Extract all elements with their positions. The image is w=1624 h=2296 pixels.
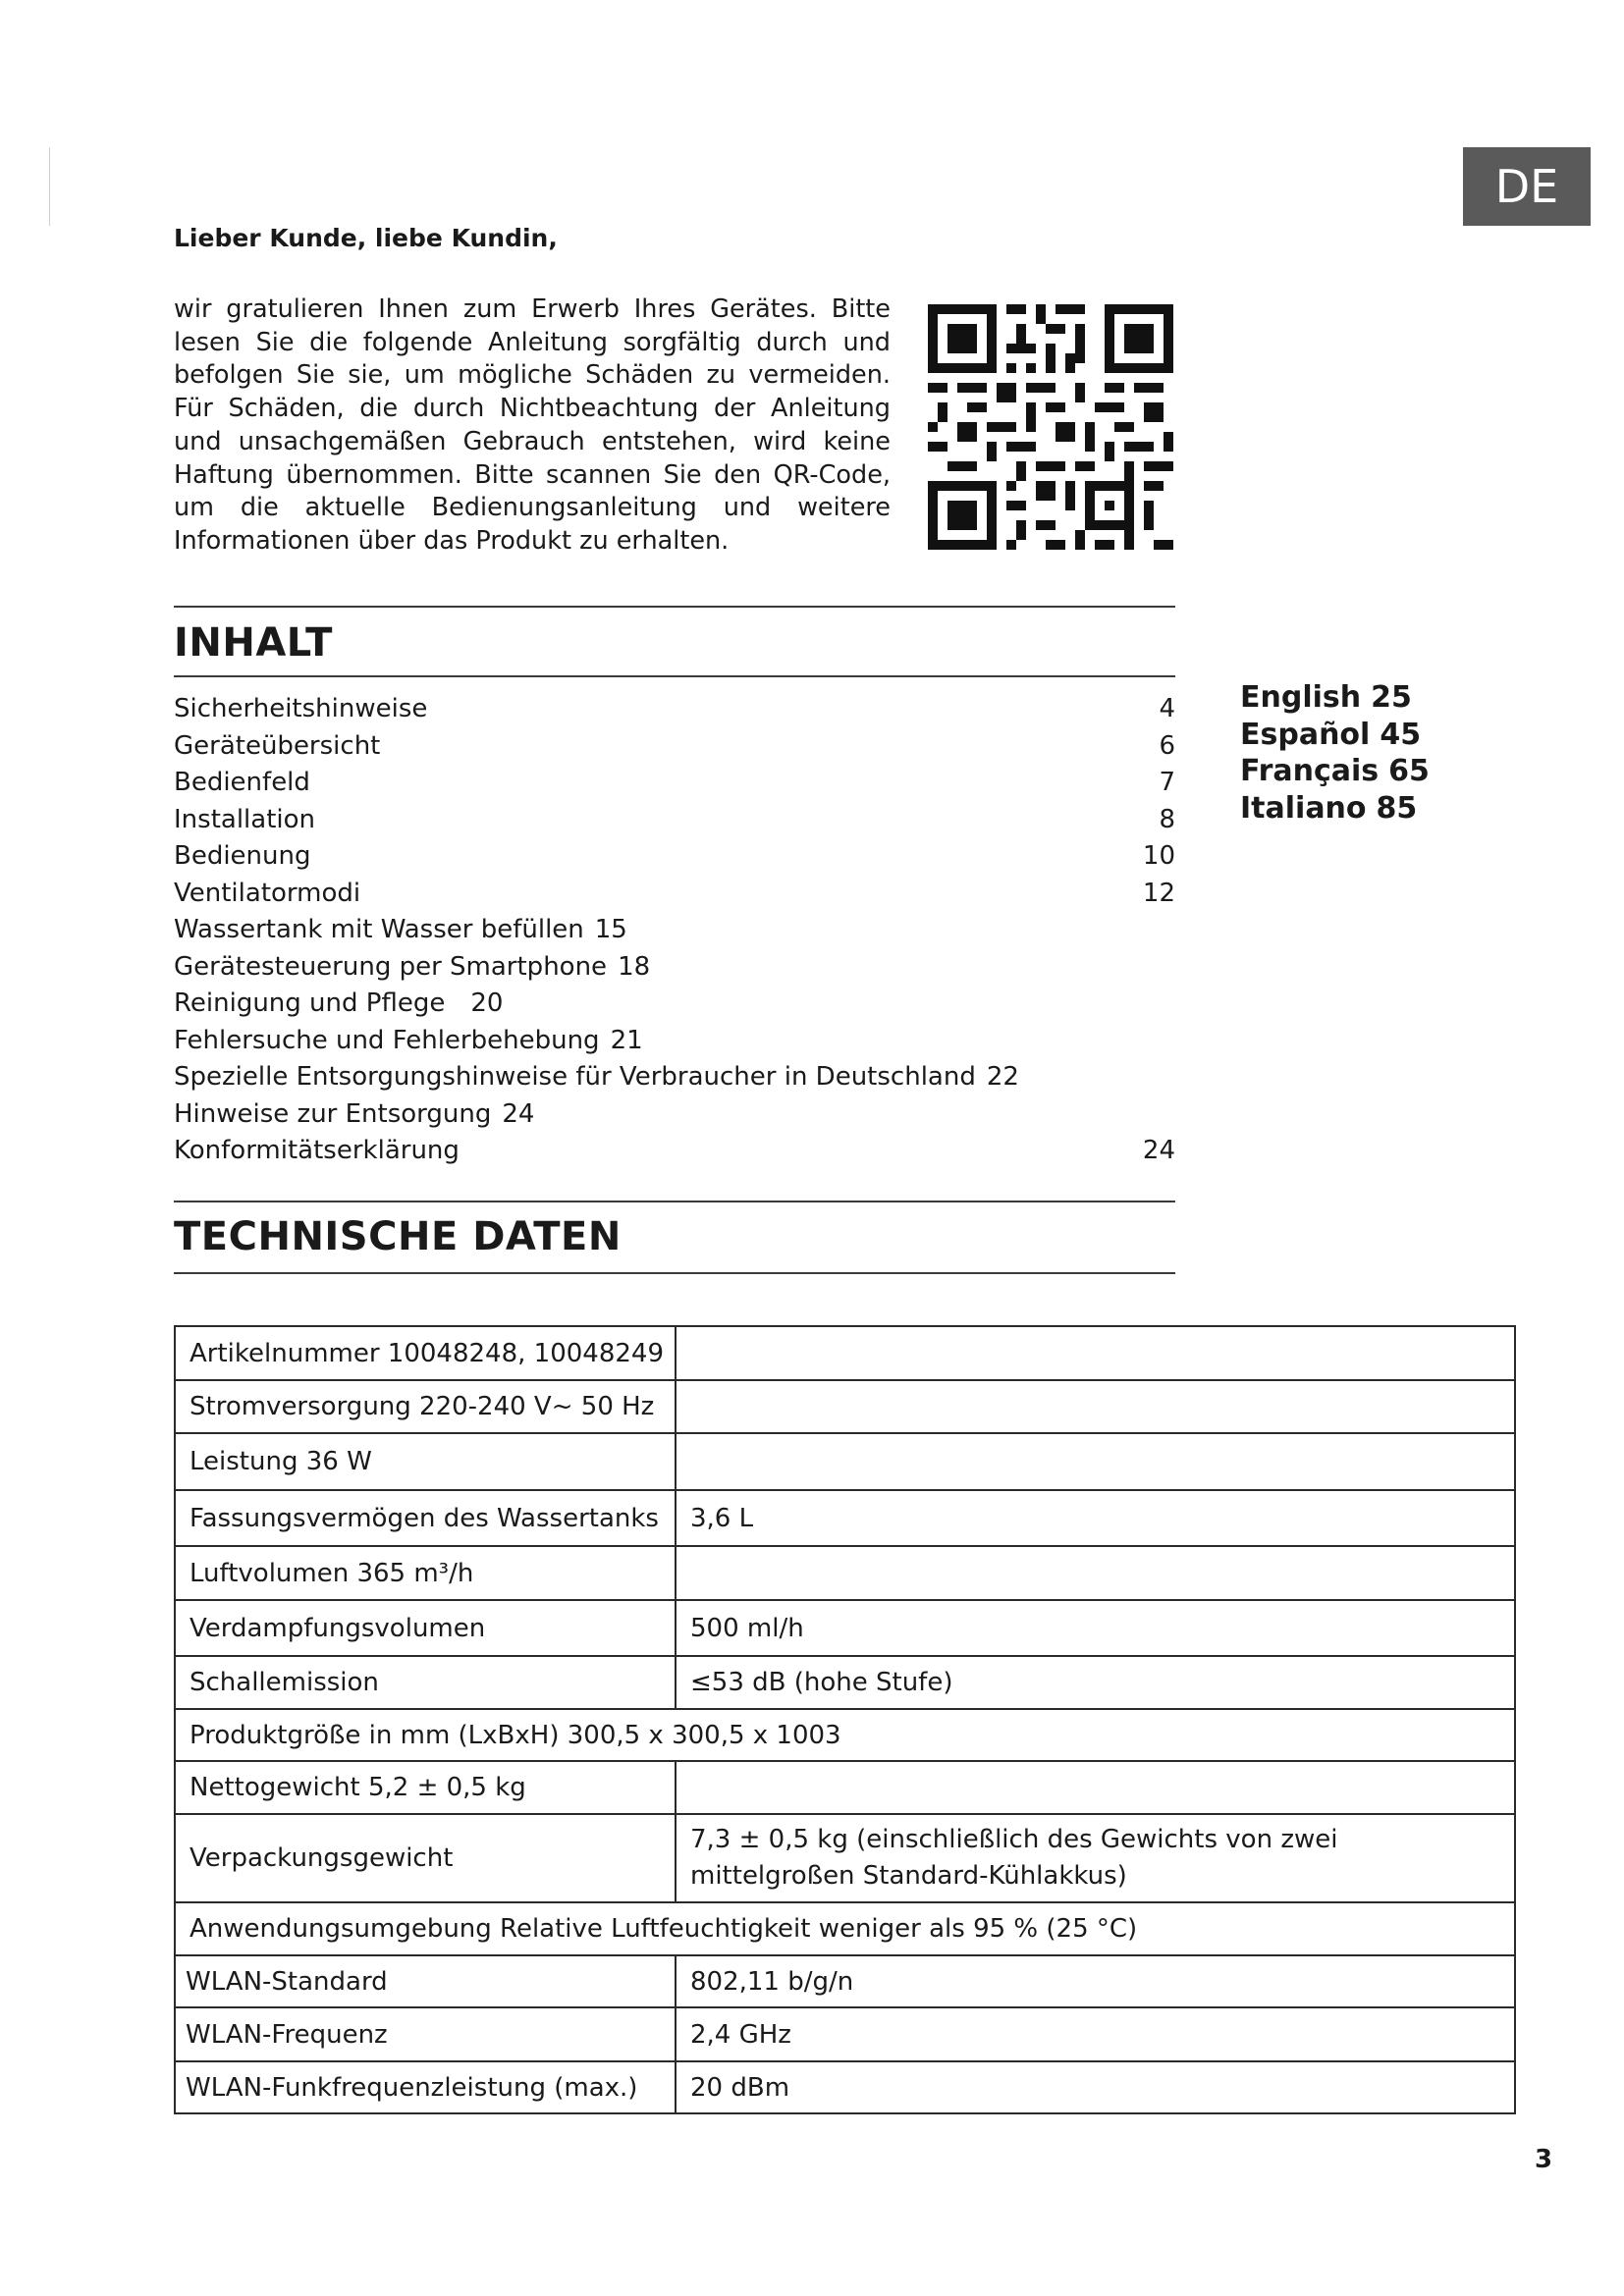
language-label: Français bbox=[1240, 754, 1380, 788]
toc-page: 6 bbox=[1159, 730, 1175, 761]
language-page: 65 bbox=[1388, 754, 1430, 788]
language-link[interactable] bbox=[1240, 790, 1430, 828]
language-link[interactable] bbox=[1240, 679, 1430, 717]
toc-entry[interactable] bbox=[174, 986, 1175, 1023]
spec-label: Stromversorgung 220-240 V~ 50 Hz bbox=[175, 1380, 676, 1433]
spec-row bbox=[175, 1380, 1515, 1433]
toc-label: Fehlersuche und Fehlerbehebung bbox=[174, 1025, 600, 1055]
spec-label: Verpackungsgewicht bbox=[175, 1814, 676, 1902]
toc-page: 18 bbox=[618, 951, 651, 982]
other-languages-list bbox=[1240, 679, 1430, 827]
toc-entry[interactable] bbox=[174, 1059, 1175, 1096]
toc-entry[interactable] bbox=[174, 876, 1175, 913]
spec-row bbox=[175, 1814, 1515, 1902]
specs-rule-bottom bbox=[174, 1272, 1175, 1274]
spec-value bbox=[676, 1380, 1515, 1433]
toc-page: 20 bbox=[470, 988, 504, 1018]
intro-paragraph: wir gratulieren Ihnen zum Erwerb Ihres Gerätes. Bitte lesen Sie die folgende Anleitung sorgfältig durch und befolgen Sie sie, um mögliche Schäden zu vermeiden. Für Schäden, die durch Nichtbeachtung der Anleitung und unsachgemäßen Gebrauch entstehen, wird keine Haftung übernommen. Bitte scannen Sie den QR-Code, um die aktuelle Bedienungsanleitung und weitere Informationen über das Produkt zu erhalten. bbox=[174, 294, 891, 556]
toc-label: Geräteübersicht bbox=[174, 730, 381, 761]
toc-label: Hinweise zur Entsorgung bbox=[174, 1098, 492, 1129]
toc-page: 24 bbox=[502, 1098, 535, 1129]
language-label: English bbox=[1240, 680, 1362, 715]
toc-entry[interactable] bbox=[174, 691, 1175, 728]
language-badge: DE bbox=[1463, 147, 1591, 226]
spec-label: WLAN-Frequenz bbox=[175, 2007, 676, 2061]
contents-rule-top bbox=[174, 606, 1175, 608]
toc-label: Gerätesteuerung per Smartphone bbox=[174, 951, 608, 982]
spec-row bbox=[175, 1656, 1515, 1709]
spec-label: Artikelnummer 10048248, 10048249 bbox=[175, 1326, 676, 1380]
toc-label: Bedienung bbox=[174, 841, 311, 871]
spec-label: Luftvolumen 365 m³/h bbox=[175, 1546, 676, 1600]
language-label: Italiano bbox=[1240, 790, 1367, 826]
language-link[interactable] bbox=[1240, 717, 1430, 754]
spec-label: Verdampfungsvolumen bbox=[175, 1600, 676, 1656]
language-link[interactable] bbox=[1240, 753, 1430, 790]
toc-page: 24 bbox=[1142, 1136, 1175, 1165]
spec-value: 2,4 GHz bbox=[676, 2007, 1515, 2061]
toc-label: Spezielle Entsorgungshinweise für Verbraucher in Deutschland bbox=[174, 1062, 976, 1092]
toc-label: Installation bbox=[174, 804, 316, 834]
toc-entry[interactable] bbox=[174, 1133, 1175, 1170]
toc-page: 8 bbox=[1159, 804, 1175, 834]
spec-label: Schallemission bbox=[175, 1656, 676, 1709]
toc-page: 21 bbox=[610, 1025, 643, 1055]
toc-entry[interactable] bbox=[174, 912, 1175, 949]
spec-value bbox=[676, 1546, 1515, 1600]
spec-row bbox=[175, 1546, 1515, 1600]
spec-row bbox=[175, 1761, 1515, 1814]
toc-label: Konformitätserklärung bbox=[174, 1136, 460, 1165]
toc-entry[interactable] bbox=[174, 728, 1175, 766]
spec-value: 20 dBm bbox=[676, 2061, 1515, 2113]
greeting: Lieber Kunde, liebe Kundin, bbox=[174, 224, 558, 252]
specs-title: TECHNISCHE DATEN bbox=[174, 1214, 622, 1259]
toc-label: Wassertank mit Wasser befüllen bbox=[174, 915, 584, 944]
toc-label: Ventilatormodi bbox=[174, 878, 361, 908]
contents-rule-bottom bbox=[174, 675, 1175, 677]
spec-row bbox=[175, 1709, 1515, 1761]
contents-title: INHALT bbox=[174, 620, 333, 666]
spec-value: ≤53 dB (hohe Stufe) bbox=[676, 1656, 1515, 1709]
language-label: Español bbox=[1240, 717, 1371, 752]
spec-table bbox=[174, 1325, 1516, 2114]
toc-page: 12 bbox=[1142, 878, 1175, 908]
spec-value: 500 ml/h bbox=[676, 1600, 1515, 1656]
toc-entry[interactable] bbox=[174, 838, 1175, 876]
spec-row bbox=[175, 1902, 1515, 1955]
spec-row bbox=[175, 2007, 1515, 2061]
spec-row bbox=[175, 1326, 1515, 1380]
spec-label: Nettogewicht 5,2 ± 0,5 kg bbox=[175, 1761, 676, 1814]
language-page: 85 bbox=[1376, 790, 1418, 826]
spec-label: WLAN-Standard bbox=[175, 1955, 676, 2007]
toc-entry[interactable] bbox=[174, 1096, 1175, 1134]
spec-row bbox=[175, 2061, 1515, 2113]
page-edge-mark bbox=[49, 147, 50, 226]
table-of-contents bbox=[174, 691, 1175, 1170]
toc-page: 15 bbox=[594, 915, 627, 944]
spec-label: Leistung 36 W bbox=[175, 1433, 676, 1490]
spec-label: Fassungsvermögen des Wassertanks bbox=[175, 1490, 676, 1546]
spec-row bbox=[175, 1955, 1515, 2007]
toc-label: Reinigung und Pflege bbox=[174, 988, 446, 1018]
spec-label: WLAN-Funkfrequenzleistung (max.) bbox=[175, 2061, 676, 2113]
spec-value: 3,6 L bbox=[676, 1490, 1515, 1546]
spec-value bbox=[676, 1433, 1515, 1490]
toc-label: Sicherheitshinweise bbox=[174, 694, 428, 723]
toc-label: Bedienfeld bbox=[174, 768, 310, 797]
language-page: 45 bbox=[1380, 717, 1422, 752]
toc-page: 22 bbox=[986, 1062, 1019, 1092]
toc-page: 4 bbox=[1159, 694, 1175, 723]
spec-value bbox=[676, 1761, 1515, 1814]
spec-label: Produktgröße in mm (LxBxH) 300,5 x 300,5 x 1003 bbox=[175, 1709, 1515, 1761]
spec-value bbox=[676, 1326, 1515, 1380]
toc-entry[interactable] bbox=[174, 765, 1175, 802]
spec-row bbox=[175, 1433, 1515, 1490]
toc-page: 10 bbox=[1142, 841, 1175, 871]
toc-entry[interactable] bbox=[174, 802, 1175, 839]
spec-row bbox=[175, 1600, 1515, 1656]
language-page: 25 bbox=[1371, 680, 1412, 715]
page-number: 3 bbox=[1535, 2145, 1553, 2174]
spec-value: 7,3 ± 0,5 kg (einschließlich des Gewichts von zwei mittelgroßen Standard-Kühlakkus) bbox=[676, 1814, 1515, 1902]
spec-label: Anwendungsumgebung Relative Luftfeuchtigkeit weniger als 95 % (25 °C) bbox=[175, 1902, 1515, 1955]
spec-value: 802,11 b/g/n bbox=[676, 1955, 1515, 2007]
toc-page: 7 bbox=[1159, 768, 1175, 797]
qr-code bbox=[928, 304, 1173, 550]
specs-rule-top bbox=[174, 1201, 1175, 1202]
spec-row bbox=[175, 1490, 1515, 1546]
toc-entry[interactable] bbox=[174, 949, 1175, 987]
toc-entry[interactable] bbox=[174, 1023, 1175, 1060]
